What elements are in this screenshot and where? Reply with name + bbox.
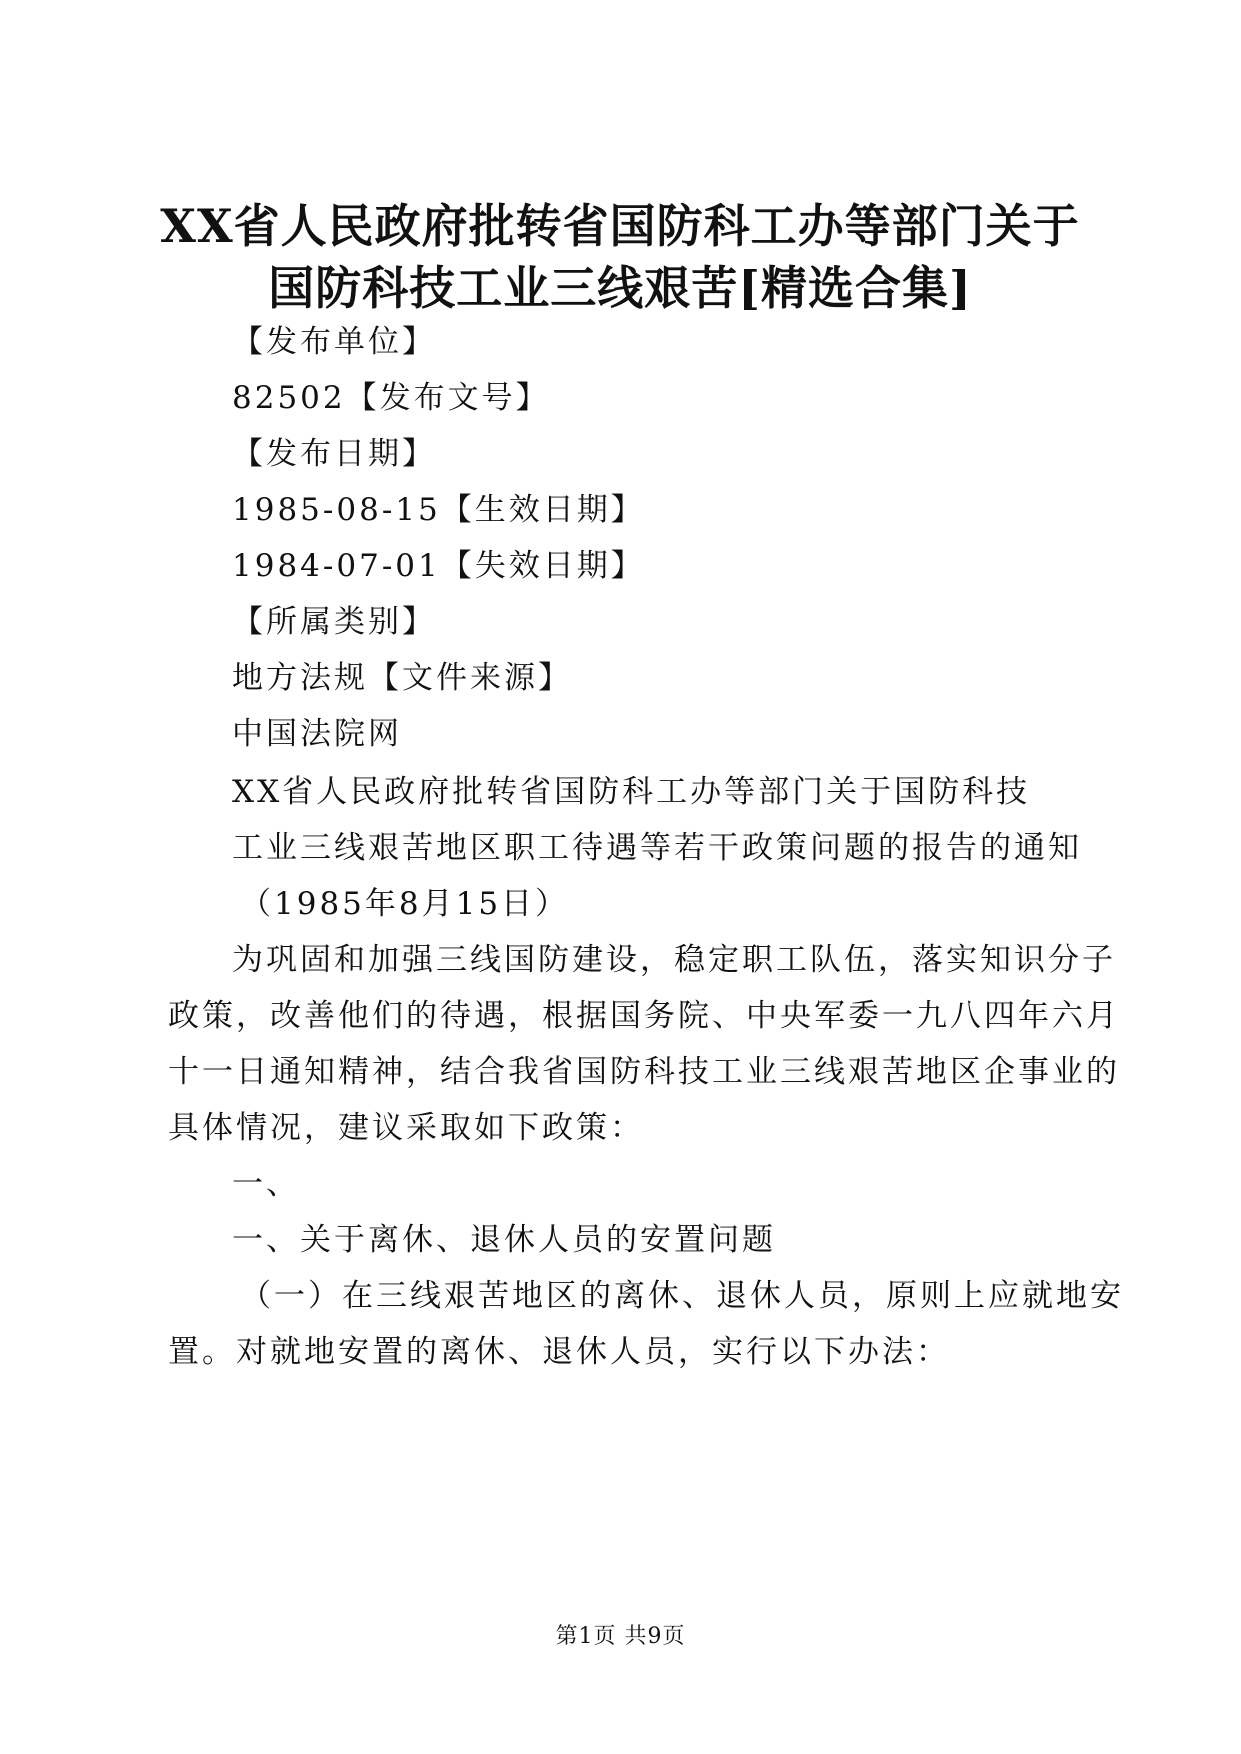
meta-doc-number: 82502【发布文号】 [232,380,550,416]
section-heading: 一、关于离休、退休人员的安置问题 [232,1222,776,1258]
document-title-line-2: 国防科技工业三线艰苦[精选合集] [268,261,972,315]
paragraph-1-line-3: 十一日通知精神，结合我省国防科技工业三线艰苦地区企事业的 [168,1054,1120,1090]
meta-effective-date: 1985-08-15【生效日期】 [232,492,645,528]
meta-source: 地方法规【文件来源】 [232,660,572,696]
paragraph-2-line-1: （一）在三线艰苦地区的离休、退休人员，原则上应就地安 [240,1278,1124,1314]
notice-title-line-2: 工业三线艰苦地区职工待遇等若干政策问题的报告的通知 [232,830,1082,866]
meta-issuer: 【发布单位】 [232,324,436,360]
meta-category: 【所属类别】 [232,604,436,640]
notice-title-line-1: XX省人民政府批转省国防科工办等部门关于国防科技 [232,774,1031,810]
paragraph-1-line-4: 具体情况，建议采取如下政策： [168,1110,644,1146]
document-title-line-1: XX省人民政府批转省国防科工办等部门关于 [160,199,1080,253]
page-footer: 第1页 共9页 [555,1624,686,1649]
meta-expiry-date: 1984-07-01【失效日期】 [232,548,645,584]
paragraph-1-line-2: 政策，改善他们的待遇，根据国务院、中央军委一九八四年六月 [168,998,1120,1034]
meta-issue-date: 【发布日期】 [232,436,436,472]
notice-date: （1985年8月15日） [240,886,570,922]
paragraph-2-line-2: 置。对就地安置的离休、退休人员，实行以下办法： [168,1334,950,1370]
meta-source-value: 中国法院网 [232,716,402,752]
section-marker: 一、 [232,1166,300,1202]
paragraph-1-line-1: 为巩固和加强三线国防建设，稳定职工队伍，落实知识分子 [232,942,1116,978]
